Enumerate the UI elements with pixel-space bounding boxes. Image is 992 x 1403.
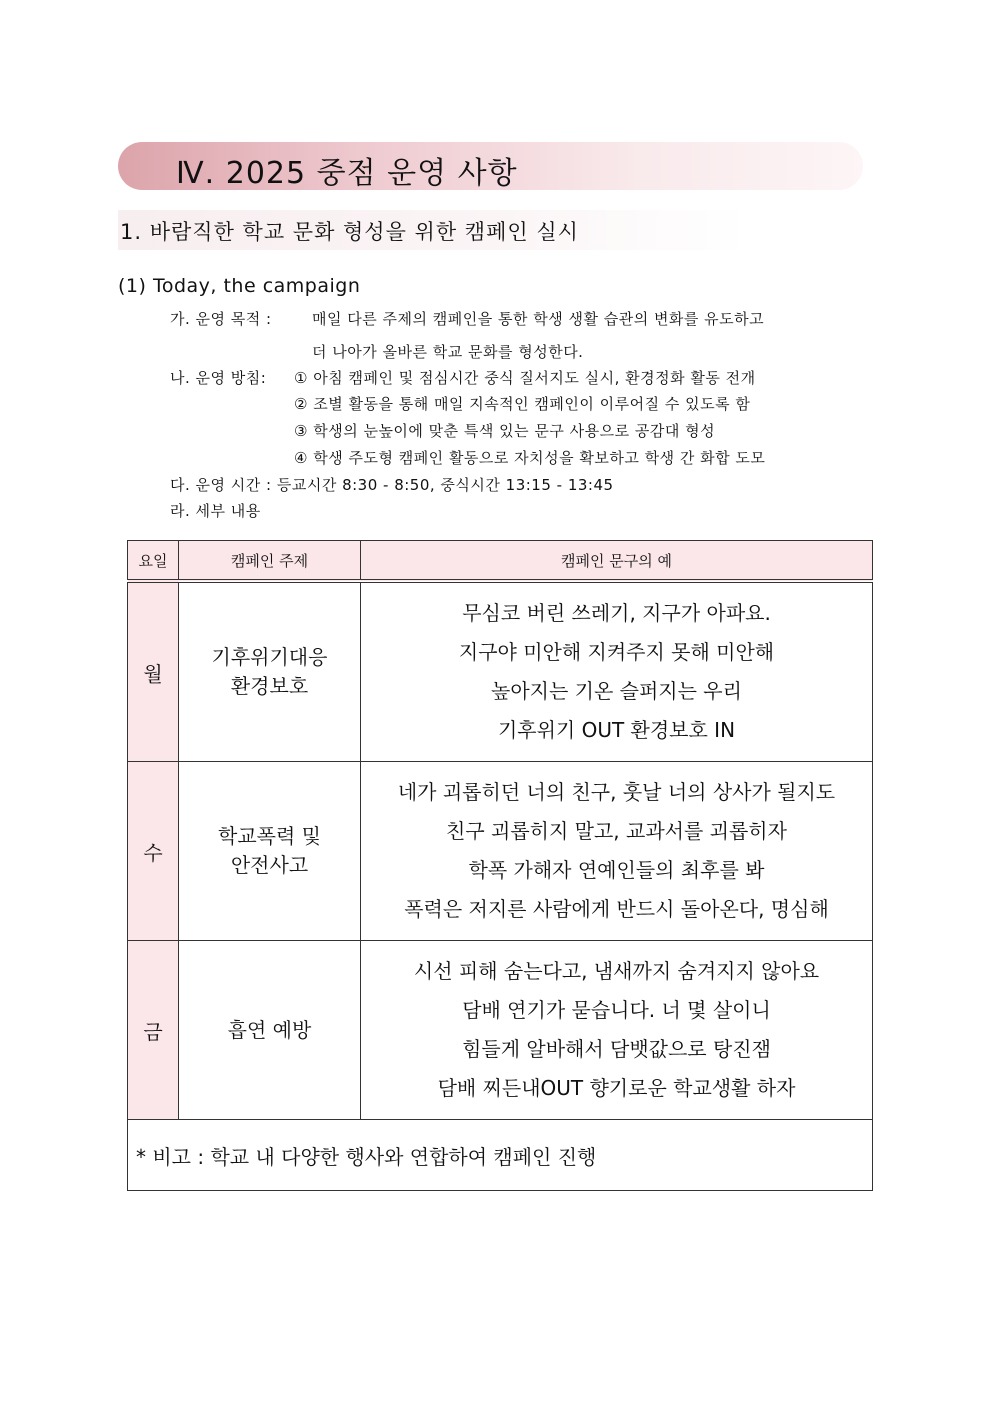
table-row — [128, 941, 873, 1120]
day-cell: 월 — [128, 581, 179, 762]
policy-item: ② 조별 활동을 통해 매일 지속적인 캠페인이 이루어질 수 있도록 함 — [294, 395, 751, 413]
example-slogan: 네가 괴롭히던 너의 친구, 훗날 너의 상사가 될지도 — [397, 780, 836, 804]
policy-item: ③ 학생의 눈높이에 맞춘 특색 있는 문구 사용으로 공감대 형성 — [294, 422, 716, 440]
topic-line: 학교폭력 및 — [218, 824, 321, 848]
campaign-table — [127, 540, 873, 1191]
example-slogan: 친구 괴롭히지 말고, 교과서를 괴롭히자 — [446, 819, 787, 843]
topic-cell — [179, 941, 361, 1120]
details-heading: 라. 세부 내용 — [170, 502, 261, 520]
example-slogan: 기후위기 OUT 환경보호 IN — [497, 718, 736, 742]
chapter-title: Ⅳ. 2025 중점 운영 사항 — [176, 156, 518, 191]
table-header-row — [128, 541, 873, 582]
example-slogan: 학폭 가해자 연예인들의 최후를 봐 — [468, 858, 765, 882]
purpose-line-1: 매일 다른 주제의 캠페인을 통한 학생 생활 습관의 변화를 유도하고 — [312, 310, 765, 328]
chapter-banner — [118, 142, 863, 190]
topic-cell — [179, 581, 361, 762]
example-slogan: 높아지는 기온 슬퍼지는 우리 — [491, 679, 742, 703]
example-slogan: 무심코 버린 쓰레기, 지구가 아파요. — [462, 601, 771, 625]
example-slogan: 담배 연기가 묻습니다. 너 몇 살이니 — [462, 998, 771, 1022]
example-slogan: 시선 피해 숨는다고, 냄새까지 숨겨지지 않아요 — [413, 959, 820, 983]
topic-line: 환경보호 — [230, 674, 309, 698]
section-banner — [118, 210, 748, 250]
table-note-row — [128, 1120, 873, 1191]
table-row — [128, 581, 873, 762]
topic-line: 흡연 예방 — [227, 1017, 312, 1042]
example-slogan: 폭력은 저지른 사람에게 반드시 돌아온다, 명심해 — [404, 897, 829, 921]
header-day: 요일 — [128, 541, 179, 582]
purpose-line-2: 더 나아가 올바른 학교 문화를 형성한다. — [312, 343, 584, 361]
topic-line: 기후위기대응 — [211, 645, 328, 669]
header-examples: 캠페인 문구의 예 — [361, 541, 873, 582]
table-note: * 비고 : 학교 내 다양한 행사와 연합하여 캠페인 진행 — [128, 1120, 873, 1191]
header-topic: 캠페인 주제 — [179, 541, 361, 582]
operation-time: 다. 운영 시간 : 등교시간 8:30 - 8:50, 중식시간 13:15 - 13:45 — [170, 476, 614, 494]
example-slogan: 지구야 미안해 지켜주지 못해 미안해 — [458, 640, 775, 664]
day-cell: 금 — [128, 941, 179, 1120]
topic-line: 안전사고 — [230, 853, 309, 877]
examples-cell — [361, 581, 873, 762]
table-row — [128, 762, 873, 941]
purpose-label: 가. 운영 목적 : — [170, 310, 272, 328]
examples-cell — [361, 762, 873, 941]
day-cell: 수 — [128, 762, 179, 941]
topic-cell — [179, 762, 361, 941]
policy-item: ④ 학생 주도형 캠페인 활동으로 자치성을 확보하고 학생 간 화합 도모 — [294, 449, 766, 467]
subsection-title: (1) Today, the campaign — [118, 275, 361, 297]
examples-cell — [361, 941, 873, 1120]
policy-label: 나. 운영 방침: — [170, 369, 267, 387]
policy-item: ① 아침 캠페인 및 점심시간 중식 질서지도 실시, 환경정화 활동 전개 — [294, 369, 756, 387]
section-title: 1. 바람직한 학교 문화 형성을 위한 캠페인 실시 — [120, 220, 579, 244]
example-slogan: 힘들게 알바해서 담뱃값으로 탕진잼 — [462, 1037, 771, 1061]
example-slogan: 담배 찌든내OUT 향기로운 학교생활 하자 — [437, 1076, 796, 1100]
